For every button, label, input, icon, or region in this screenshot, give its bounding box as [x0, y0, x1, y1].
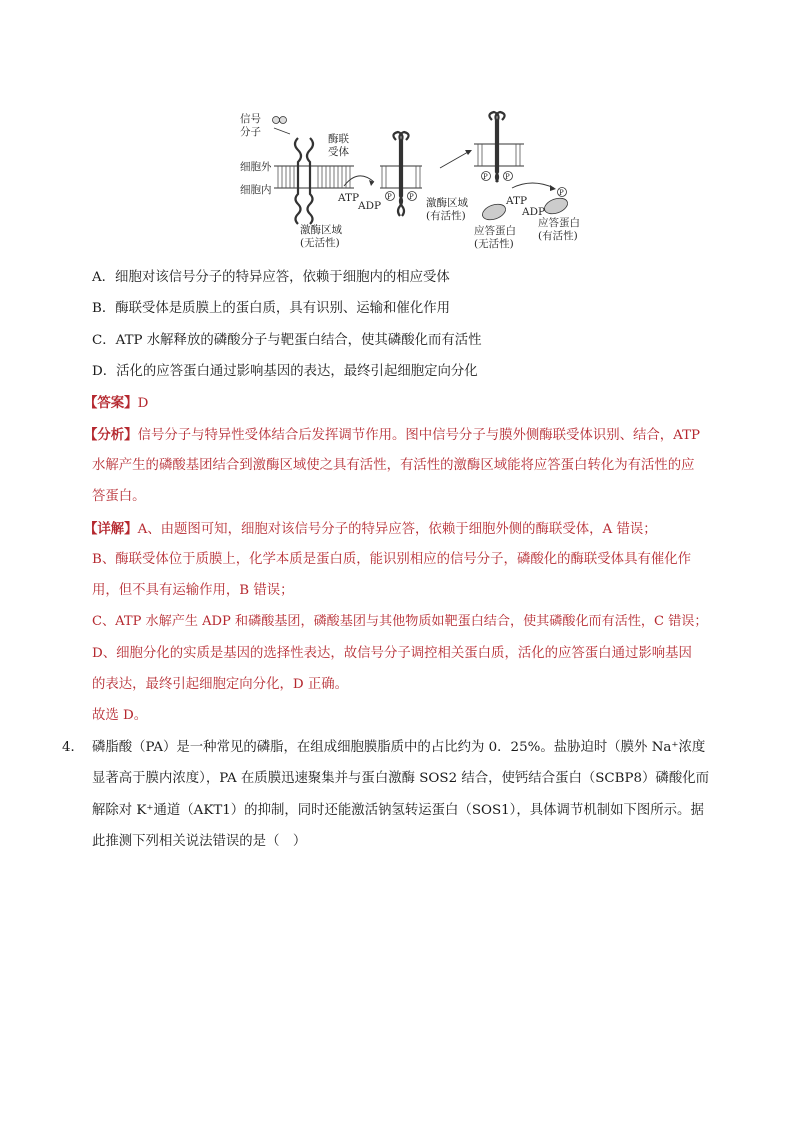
- response-protein-inactive-icon: [480, 201, 507, 222]
- analysis-text-1: 信号分子与特异性受体结合后发挥调节作用。图中信号分子与膜外侧酶联受体识别、结合，ATP: [137, 428, 701, 443]
- label-adp-1: ADP: [358, 200, 382, 212]
- label-response-inactive-1: 应答蛋白: [474, 225, 516, 237]
- answer-line: [84, 393, 148, 414]
- question-4-line-3: 解除对 K⁺通道（AKT1）的抑制，同时还能激活钠氢转运蛋白（SOS1），具体调节机制如下图所示。据: [92, 803, 704, 818]
- label-kinase-inactive-2: (无活性): [300, 237, 340, 249]
- analysis-line-2: 水解产生的磷酸基团结合到激酶区域使之具有活性，有活性的激酶区域能将应答蛋白转化为有活性的应: [92, 458, 695, 473]
- label-kinase-active-2: (有活性): [426, 210, 466, 222]
- analysis-line-3: 答蛋白。: [92, 489, 146, 504]
- label-kinase-inactive-1: 激酶区域: [300, 224, 342, 236]
- question-4-line-4: 此推测下列相关说法错误的是（ ）: [92, 834, 307, 849]
- detail-line-3: 用，但不具有运输作用，B 错误；: [92, 583, 294, 598]
- detail-line-2: B、酶联受体位于质膜上，化学本质是蛋白质，能识别相应的信号分子，磷酸化的酶联受体具有催化作: [92, 552, 692, 567]
- label-atp-2: ATP: [506, 195, 528, 207]
- phosphate-label-5: P: [559, 189, 564, 197]
- label-response-active-1: 应答蛋白: [538, 217, 580, 229]
- answer-tag: 【答案】: [84, 395, 138, 411]
- option-c: C．ATP 水解释放的磷酸分子与靶蛋白结合，使其磷酸化而有活性: [92, 333, 482, 348]
- detail-line-1: [84, 519, 657, 540]
- response-protein-active-icon: [542, 195, 569, 216]
- analysis-tag: 【分析】: [84, 427, 138, 443]
- label-kinase-active-1: 激酶区域: [426, 197, 468, 209]
- label-response-inactive-2: (无活性): [474, 238, 514, 250]
- enzyme-receptor-2: [393, 132, 408, 216]
- label-adp-2: ADP: [522, 206, 546, 218]
- detail-line-5: D、细胞分化的实质是基因的选择性表达，故信号分子调控相关蛋白质，活化的应答蛋白通过影响基因: [92, 646, 692, 661]
- signaling-diagram: [240, 108, 600, 253]
- label-receptor-1: 酶联: [328, 133, 349, 145]
- arrowhead-icon: [550, 185, 556, 191]
- option-b: B．酶联受体是质膜上的蛋白质，具有识别、运输和催化作用: [92, 301, 450, 316]
- label-response-active-2: (有活性): [538, 230, 578, 242]
- phosphate-label-4: P: [505, 173, 510, 181]
- label-inside: 细胞内: [240, 184, 272, 196]
- label-receptor-2: 受体: [328, 146, 349, 158]
- detail-tag: 【详解】: [84, 521, 138, 537]
- arrowhead-icon: [465, 150, 472, 155]
- transition-arrow: [440, 152, 468, 168]
- phosphate-label-1: P: [387, 193, 392, 201]
- label-signal-2: 分子: [240, 126, 261, 138]
- label-outside: 细胞外: [240, 161, 272, 173]
- phosphate-label-3: P: [483, 173, 488, 181]
- question-4-number: 4．: [62, 740, 84, 755]
- question-4-line-2: 显著高于膜内浓度），PA 在质膜迅速聚集并与蛋白激酶 SOS2 结合，使钙结合蛋白（SCBP8）磷酸化而: [92, 771, 709, 786]
- detail-text-1: A、由题图可知，细胞对该信号分子的特异应答，依赖于细胞外侧的酶联受体，A 错误；: [137, 522, 657, 537]
- conclusion-line: 故选 D。: [92, 708, 148, 723]
- enzyme-receptor-3: [489, 112, 504, 182]
- phosphate-label-2: P: [409, 193, 414, 201]
- atp-arrow-2: [512, 183, 554, 188]
- detail-line-6: 的表达，最终引起细胞定向分化，D 正确。: [92, 677, 349, 692]
- answer-value: D: [137, 396, 149, 411]
- signal-molecule-icon: [273, 117, 291, 135]
- option-a: A．细胞对该信号分子的特异应答，依赖于细胞内的相应受体: [92, 270, 450, 285]
- option-d: D．活化的应答蛋白通过影响基因的表达，最终引起细胞定向分化: [92, 364, 478, 379]
- question-4-line-1: 磷脂酸（PA）是一种常见的磷脂，在组成细胞膜脂质中的占比约为 0．25%。盐胁迫时（膜外 Na⁺浓度: [92, 740, 706, 755]
- label-atp-1: ATP: [338, 192, 360, 204]
- label-signal-1: 信号: [240, 113, 261, 125]
- analysis-line-1: [84, 425, 700, 446]
- membrane-segment-1: [274, 166, 354, 188]
- detail-line-4: C、ATP 水解产生 ADP 和磷酸基团，磷酸基团与其他物质如靶蛋白结合，使其磷酸化而有活性，C 错误；: [92, 614, 708, 629]
- enzyme-receptor-diagram: [240, 108, 600, 253]
